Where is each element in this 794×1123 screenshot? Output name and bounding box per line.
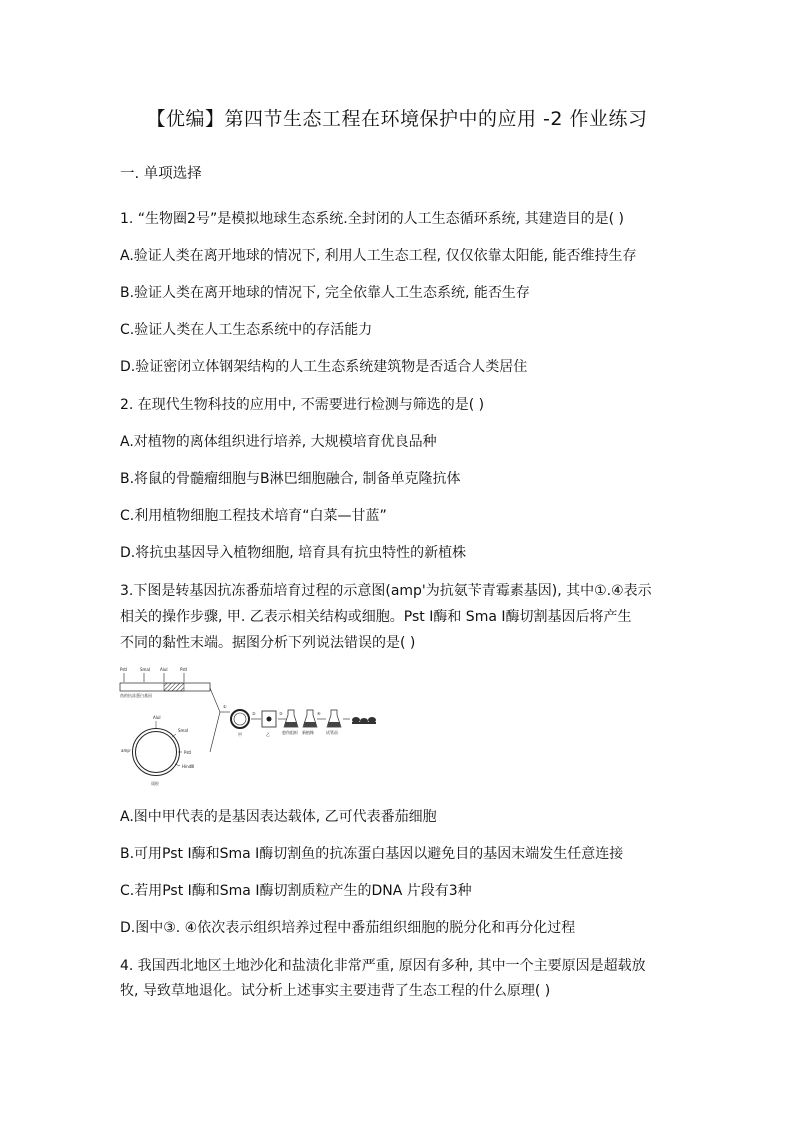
callus-label: 愈伤组织: [282, 730, 298, 735]
question-2-option-b: B.将鼠的骨髓瘤细胞与B淋巴细胞融合, 制备单克隆抗体: [120, 471, 461, 487]
plasmid-label: 质粒: [151, 781, 159, 786]
step-3-label: ③: [279, 711, 283, 716]
amp-gene-label: ampʳ: [121, 748, 131, 753]
question-3-option-a: A.图中甲代表的是基因表达载体, 乙可代表番茄细胞: [120, 809, 437, 825]
jia-label: 甲: [238, 732, 242, 737]
question-1-option-b: B.验证人类在离开地球的情况下, 完全依靠人工生态系统, 能否生存: [120, 285, 530, 301]
question-2-option-c: C.利用植物细胞工程技术培育“白菜—甘蓝”: [120, 508, 387, 524]
question-1-option-d: D.验证密闭立体钢架结构的人工生态系统建筑物是否适合人类居住: [120, 359, 528, 375]
step-1-label: ①: [223, 704, 227, 709]
new-plant-label: 新植株: [302, 730, 314, 735]
question-2-stem: 2. 在现代生物科技的应用中, 不需要进行检测与筛选的是( ): [120, 397, 485, 413]
transgenic-tomato-diagram: [118, 664, 388, 789]
question-1-option-c: C.验证人类在人工生态系统中的存活能力: [120, 322, 373, 338]
enzyme-label-sma: SmaⅠ: [140, 667, 151, 672]
enzyme-label-alu: AluⅠ: [160, 667, 168, 672]
question-2-option-d: D.将抗虫基因导入植物细胞, 培育具有抗虫特性的新植株: [120, 545, 467, 561]
plasmid-hind-label: HindⅢ: [182, 764, 194, 769]
step-2-label: ②: [252, 711, 256, 716]
question-4-stem-line-2: 牧, 导致草地退化。试分析上述事实主要违背了生态工程的什么原理( ): [120, 983, 551, 999]
question-3-option-d: D.图中③. ④依次表示组织培养过程中番茄组织细胞的脱分化和再分化过程: [120, 920, 576, 936]
question-3-option-b: B.可用Pst Ⅰ酶和Sma Ⅰ酶切割鱼的抗冻蛋白基因以避免目的基因末端发生任意连接: [120, 846, 624, 862]
question-3-stem-line-2: 相关的操作步骤, 甲. 乙表示相关结构或细胞。Pst Ⅰ酶和 Sma Ⅰ酶切割基因后将产生: [120, 609, 632, 625]
question-3-stem-line-3: 不同的黏性末端。据图分析下列说法错误的是( ): [120, 635, 416, 651]
merge-lines: [210, 688, 220, 752]
test-tube-seedling-label: 试管苗: [326, 730, 338, 735]
plasmid-sma-label: SmaⅠ: [178, 728, 189, 733]
gene-label: 鱼的抗冻蛋白基因: [120, 693, 152, 698]
section-heading: 一. 单项选择: [120, 166, 202, 182]
question-4-stem-line-1: 4. 我国西北地区土地沙化和盐渍化非常严重, 原因有多种, 其中一个主要原因是超载放: [120, 958, 646, 974]
enzyme-label-pst-2: PstⅠ: [180, 667, 188, 672]
plasmid-alu-label: AluⅠ: [153, 715, 161, 720]
transgenic-plants: [352, 717, 376, 724]
question-2-option-a: A.对植物的离体组织进行培养, 大规模培育优良品种: [120, 434, 437, 450]
question-1-stem: 1. “生物圈2号”是模拟地球生态系统.全封闭的人工生态循环系统, 其建造目的是( ): [120, 211, 624, 227]
enzyme-label-pst-1: PstⅠ: [120, 667, 128, 672]
cut-site-arrows: [124, 673, 184, 682]
step-4-label: ④: [317, 711, 321, 716]
question-3-option-c: C.若用Pst Ⅰ酶和Sma Ⅰ酶切割质粒产生的DNA 片段有3种: [120, 883, 472, 899]
question-1-option-a: A.验证人类在离开地球的情况下, 利用人工生态工程, 仅仅依靠太阳能, 能否维持生存: [120, 248, 637, 264]
yi-label: 乙: [266, 732, 270, 737]
document-title: 【优编】第四节生态工程在环境保护中的应用 -2 作业练习: [146, 108, 648, 130]
antifreeze-gene-segment: [164, 683, 184, 691]
plasmid-pst-label: PstⅠ: [184, 750, 192, 755]
question-3-stem-line-1: 3.下图是转基因抗冻番茄培育过程的示意图(amp'为抗氨苄青霉素基因), 其中①.④表示: [120, 583, 652, 599]
